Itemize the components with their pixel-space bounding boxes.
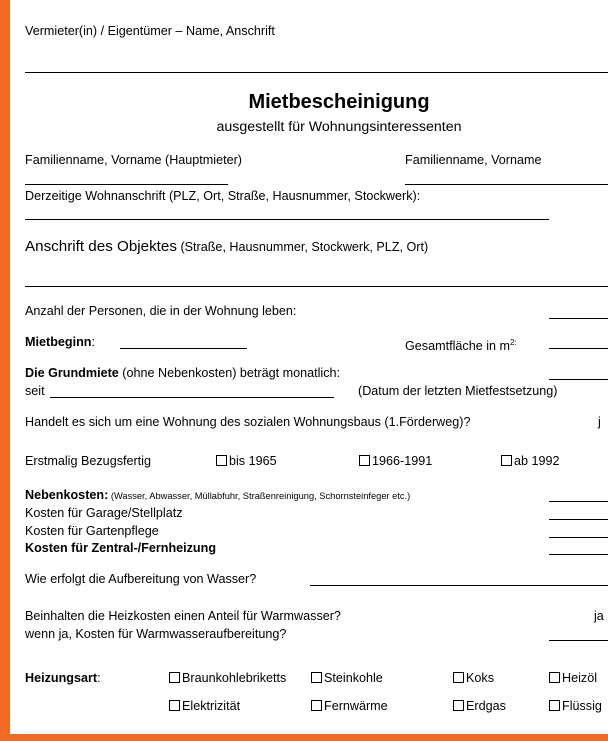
co-tenant-line[interactable] (405, 184, 608, 185)
water-preparation-question: Wie erfolgt die Aufbereitung von Wasser? (25, 572, 257, 586)
heating-cost-label: Kosten für Zentral-/Fernheizung (25, 541, 217, 555)
option-label: ab 1992 (514, 454, 560, 468)
base-rent-label (25, 366, 340, 381)
lease-start-bold: Mietbeginn (25, 335, 92, 349)
heating-option-heizoel[interactable] (549, 671, 597, 686)
lease-start-label (25, 335, 95, 350)
co-tenant-label: Familienname, Vorname (405, 153, 542, 167)
heating-option-koks[interactable] (453, 671, 494, 686)
area-line[interactable] (549, 348, 608, 349)
option-label: Steinkohle (324, 671, 383, 685)
object-address-main: Anschrift des Objektes (25, 238, 177, 255)
utilities-detail: (Wasser, Abwasser, Müllabfuhr, Straßenreinigung, Schornsteinfeger etc.) (108, 491, 411, 501)
heating-option-fluessig[interactable] (549, 699, 602, 714)
lease-start-colon: : (91, 335, 95, 349)
heating-option-steinkohle[interactable] (311, 671, 383, 686)
main-tenant-line[interactable] (25, 184, 228, 185)
object-address-line[interactable] (25, 286, 608, 287)
heating-type-colon: : (97, 671, 101, 685)
landlord-line[interactable] (25, 72, 608, 73)
area-label (405, 335, 517, 354)
checkbox[interactable] (453, 672, 464, 683)
current-address-label: Derzeitige Wohnanschrift (PLZ, Ort, Straße, Hausnummer, Stockwerk): (25, 189, 421, 203)
heating-option-braunkohle[interactable] (169, 671, 286, 686)
current-address-line[interactable] (25, 219, 549, 220)
checkbox[interactable] (359, 455, 370, 466)
garden-line[interactable] (549, 537, 608, 538)
hot-water-cost-label: wenn ja, Kosten für Warmwasseraufbereitung? (25, 627, 287, 641)
checkbox[interactable] (501, 455, 512, 466)
main-tenant-label: Familienname, Vorname (Hauptmieter) (25, 153, 242, 167)
heating-type-label (25, 671, 101, 686)
area-superscript: 2: (510, 338, 517, 347)
occupancy-option-1966-1991[interactable] (359, 454, 432, 469)
heating-option-erdgas[interactable] (453, 699, 506, 714)
utilities-colon: : (104, 488, 109, 502)
occupancy-option-ab-1992[interactable] (501, 454, 560, 469)
checkbox[interactable] (169, 672, 180, 683)
option-label: 1966-1991 (372, 454, 433, 468)
checkbox[interactable] (311, 672, 322, 683)
heating-type-bold: Heizungsart (25, 671, 98, 685)
object-address-label (25, 238, 428, 256)
garage-label: Kosten für Garage/Stellplatz (25, 506, 183, 520)
checkbox[interactable] (549, 672, 560, 683)
heating-share-question: Beinhalten die Heizkosten einen Anteil für Warmwasser? (25, 609, 341, 623)
persons-label: Anzahl der Personen, die in der Wohnung leben: (25, 304, 297, 318)
form-page (10, 0, 608, 734)
option-label: Koks (466, 671, 494, 685)
option-label: bis 1965 (229, 454, 277, 468)
option-label: Flüssig (562, 699, 602, 713)
garage-line[interactable] (549, 519, 608, 520)
water-preparation-line[interactable] (310, 585, 608, 586)
checkbox[interactable] (216, 455, 227, 466)
option-label: Elektrizität (182, 699, 241, 713)
social-housing-question: Handelt es sich um eine Wohnung des sozialen Wohnungsbaus (1.Förderweg)? (25, 415, 471, 429)
area-text: Gesamtfläche in m (405, 339, 510, 353)
base-rent-rest: (ohne Nebenkosten) beträgt monatlich: (118, 366, 341, 380)
form-subtitle: ausgestellt für Wohnungsinteressenten (216, 119, 462, 135)
option-label: Braunkohlebriketts (182, 671, 287, 685)
heating-cost-line[interactable] (549, 554, 608, 555)
garden-label: Kosten für Gartenpflege (25, 524, 159, 538)
persons-line[interactable] (549, 318, 608, 319)
base-rent-line[interactable] (549, 379, 608, 380)
since-note: (Datum der letzten Mietfestsetzung) (358, 384, 558, 398)
occupancy-option-bis-1965[interactable] (216, 454, 277, 469)
checkbox[interactable] (549, 700, 560, 711)
utilities-line[interactable] (549, 501, 608, 502)
checkbox[interactable] (453, 700, 464, 711)
heating-option-fernwaerme[interactable] (311, 699, 388, 714)
since-line[interactable] (50, 397, 334, 398)
option-label: Heizöl (562, 671, 597, 685)
option-label: Fernwärme (324, 699, 388, 713)
since-label: seit (25, 384, 45, 398)
lease-start-line[interactable] (120, 348, 247, 349)
heating-option-elektrizitaet[interactable] (169, 699, 240, 714)
checkbox[interactable] (311, 700, 322, 711)
utilities-label (25, 488, 410, 504)
first-occupancy-label: Erstmalig Bezugsfertig (25, 454, 151, 468)
object-address-detail: (Straße, Hausnummer, Stockwerk, PLZ, Ort) (176, 240, 429, 254)
hot-water-cost-line[interactable] (549, 640, 608, 641)
social-housing-answer[interactable]: j (598, 415, 601, 429)
base-rent-bold: Die Grundmiete (25, 366, 119, 380)
landlord-label: Vermieter(in) / Eigentümer – Name, Anschrift (25, 24, 275, 38)
heating-share-answer[interactable]: ja (594, 609, 604, 623)
checkbox[interactable] (169, 700, 180, 711)
utilities-bold: Nebenkosten (25, 488, 105, 502)
form-title: Mietbescheinigung (248, 91, 430, 113)
option-label: Erdgas (466, 699, 506, 713)
